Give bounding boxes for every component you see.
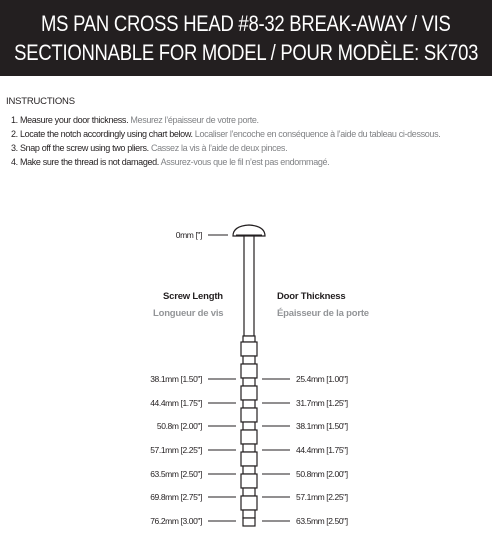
screw-notch bbox=[243, 336, 255, 342]
screw-tip bbox=[243, 518, 255, 526]
door-thickness-heading-fr: Épaisseur de la porte bbox=[277, 308, 369, 319]
screw-icon bbox=[233, 225, 265, 526]
step-text-fr: Cassez la vis à l’aide de deux pinces. bbox=[150, 143, 288, 153]
screw-shaft bbox=[244, 236, 254, 336]
step-number: 3. bbox=[11, 143, 18, 153]
door-thickness-label: 44.4mm [1.75"] bbox=[296, 445, 348, 455]
screw-length-label: 57.1mm [2.25"] bbox=[150, 445, 202, 455]
screw-segment bbox=[241, 496, 257, 510]
screw-length-label: 44.4mm [1.75"] bbox=[150, 398, 202, 408]
screw-segment bbox=[243, 488, 255, 496]
screw-segment bbox=[241, 342, 257, 356]
instructions-title: INSTRUCTIONS bbox=[6, 96, 75, 107]
screw-length-label: 50.8m [2.00"] bbox=[156, 421, 202, 431]
screw-segment bbox=[243, 378, 255, 386]
step-text-en: Snap off the screw using two pliers. bbox=[19, 143, 149, 153]
step-number: 4. bbox=[11, 157, 18, 167]
screw-segment bbox=[241, 452, 257, 466]
step-text-fr: Assurez-vous que le fil n’est pas endommagé. bbox=[160, 157, 330, 167]
step-text-fr: Mesurez l’épaisseur de votre porte. bbox=[130, 115, 259, 125]
screw-segment bbox=[243, 356, 255, 364]
screw-segment bbox=[243, 444, 255, 452]
door-thickness-label: 31.7mm [1.25"] bbox=[296, 398, 348, 408]
title-line-1: MS PAN CROSS HEAD #8-32 BREAK-AWAY / VIS bbox=[41, 11, 451, 36]
step-number: 2. bbox=[11, 129, 18, 139]
step-text-en: Locate the notch accordingly using chart below. bbox=[19, 129, 193, 139]
screw-length-label: 69.8mm [2.75"] bbox=[150, 492, 202, 502]
door-thickness-label: 38.1mm [1.50"] bbox=[296, 421, 348, 431]
title-line-2: SECTIONNABLE FOR MODEL / POUR MODÈLE: SK703 bbox=[14, 40, 478, 65]
screw-segment bbox=[241, 408, 257, 422]
screw-segment bbox=[241, 364, 257, 378]
zero-label: 0mm ["] bbox=[175, 230, 202, 240]
screw-segment bbox=[243, 422, 255, 430]
screw-head bbox=[233, 225, 265, 236]
screw-segment bbox=[241, 474, 257, 488]
screw-length-label: 76.2mm [3.00"] bbox=[150, 516, 202, 526]
door-thickness-label: 25.4mm [1.00"] bbox=[296, 374, 348, 384]
step-text-fr: Localiser l’encoche en conséquence à l’aide du tableau ci-dessous. bbox=[194, 129, 441, 139]
screw-segment bbox=[241, 386, 257, 400]
screw-length-heading-fr: Longueur de vis bbox=[153, 308, 224, 319]
screw-segment bbox=[243, 510, 255, 518]
screw-length-label: 38.1mm [1.50"] bbox=[150, 374, 202, 384]
step-text-en: Make sure the thread is not damaged. bbox=[19, 157, 159, 167]
step-number: 1. bbox=[11, 115, 18, 125]
screw-length-heading: Screw Length bbox=[163, 291, 223, 302]
door-thickness-label: 63.5mm [2.50"] bbox=[296, 516, 348, 526]
door-thickness-label: 57.1mm [2.25"] bbox=[296, 492, 348, 502]
door-thickness-heading: Door Thickness bbox=[277, 291, 346, 302]
screw-length-label: 63.5mm [2.50"] bbox=[150, 469, 202, 479]
door-thickness-label: 50.8mm [2.00"] bbox=[296, 469, 348, 479]
screw-segment bbox=[243, 400, 255, 408]
screw-segment bbox=[241, 430, 257, 444]
step-text-en: Measure your door thickness. bbox=[19, 115, 129, 125]
screw-segment bbox=[243, 466, 255, 474]
